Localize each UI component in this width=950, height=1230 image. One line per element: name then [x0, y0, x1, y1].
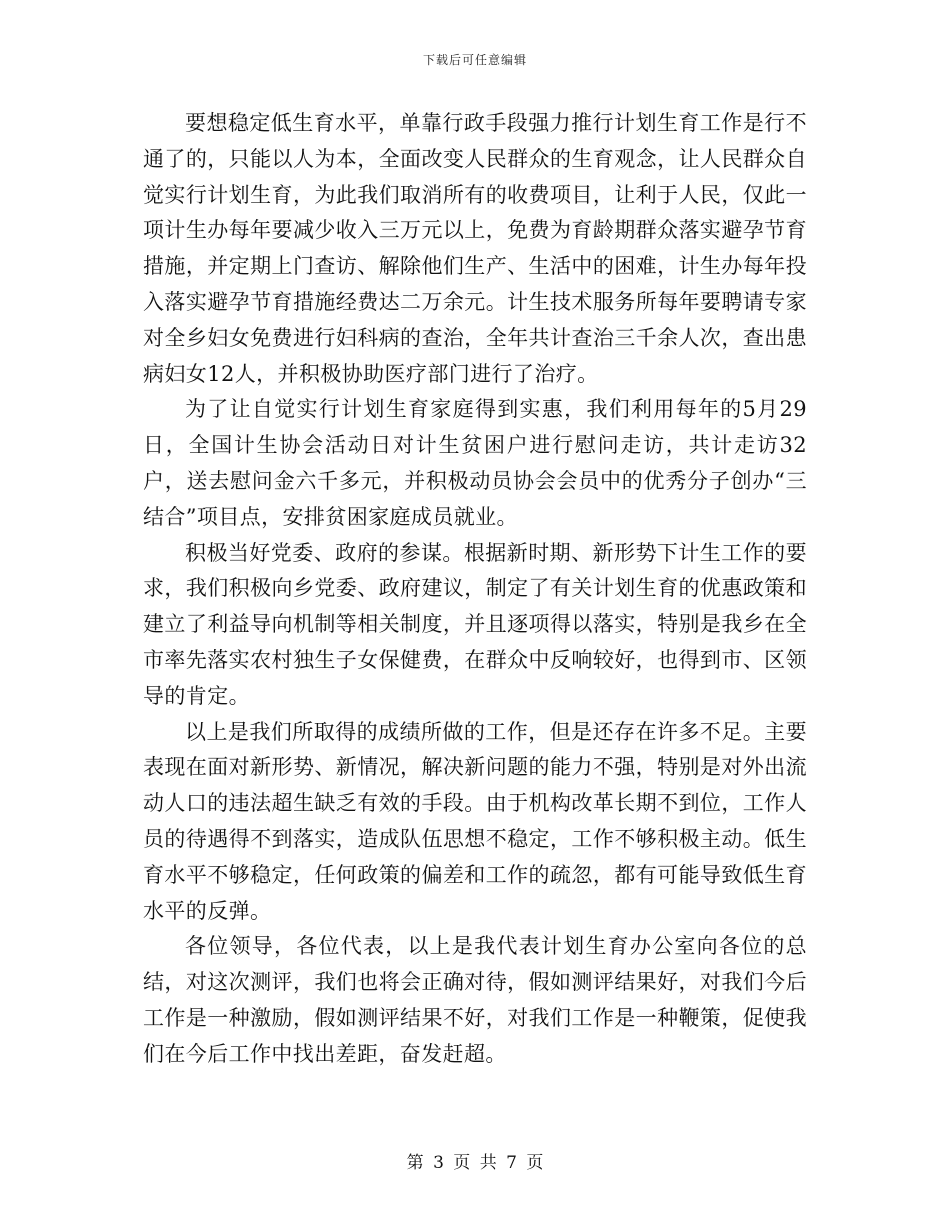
paragraph-4: 以上是我们所取得的成绩所做的工作，但是还存在许多不足。主要表现在面对新形势、新情况，解决新问题的能力不强，特别是对外出流动人口的违法超生缺乏有效的手段。由于机构改革长期不到位，工作人员的待遇得不到落实，造成队伍思想不稳定，工作不够积极主动。低生育水平不够稳定，任何政策的偏差和工作的疏忽，都有可能导致低生育水平的反弹。 [143, 719, 807, 923]
page-number-footer: 第 3 页 共 7 页 [406, 1153, 544, 1173]
paragraph-2: 为了让自觉实行计划生育家庭得到实惠，我们利用每年的5月29日，全国计生协会活动日对计生贫困户进行慰问走访，共计走访32户，送去慰问金六千多元，并积极动员协会会员中的优秀分子创办“三结合”项目点，安排贫困家庭成员就业。 [143, 397, 807, 529]
page-header: 下载后可任意编辑 [422, 53, 527, 67]
paragraph-1: 要想稳定低生育水平，单靠行政手段强力推行计划生育工作是行不通了的，只能以人为本，全面改变人民群众的生育观念，让人民群众自觉实行计划生育，为此我们取消所有的收费项目，让利于人民，仅此一项计生办每年要减少收入三万元以上，免费为育龄期群众落实避孕节育措施，并定期上门查访、解除他们生产、生活中的困难，计生办每年投入落实避孕节育措施经费达二万余元。计生技术服务所每年要聘请专家对全乡妇女免费进行妇科病的查治，全年共计查治三千余人次，查出患病妇女12人，并积极协助医疗部门进行了治疗。 [143, 111, 807, 386]
document-body [143, 106, 807, 1073]
paragraph-3: 积极当好党委、政府的参谋。根据新时期、新形势下计生工作的要求，我们积极向乡党委、政府建议，制定了有关计划生育的优惠政策和建立了利益导向机制等相关制度，并且逐项得以落实，特别是我乡在全市率先落实农村独生子女保健费，在群众中反响较好，也得到市、区领导的肯定。 [143, 540, 807, 708]
paragraph-5: 各位领导，各位代表，以上是我代表计划生育办公室向各位的总结，对这次测评，我们也将会正确对待，假如测评结果好，对我们今后工作是一种激励，假如测评结果不好，对我们工作是一种鞭策，促使我们在今后工作中找出差距，奋发赶超。 [143, 934, 807, 1066]
